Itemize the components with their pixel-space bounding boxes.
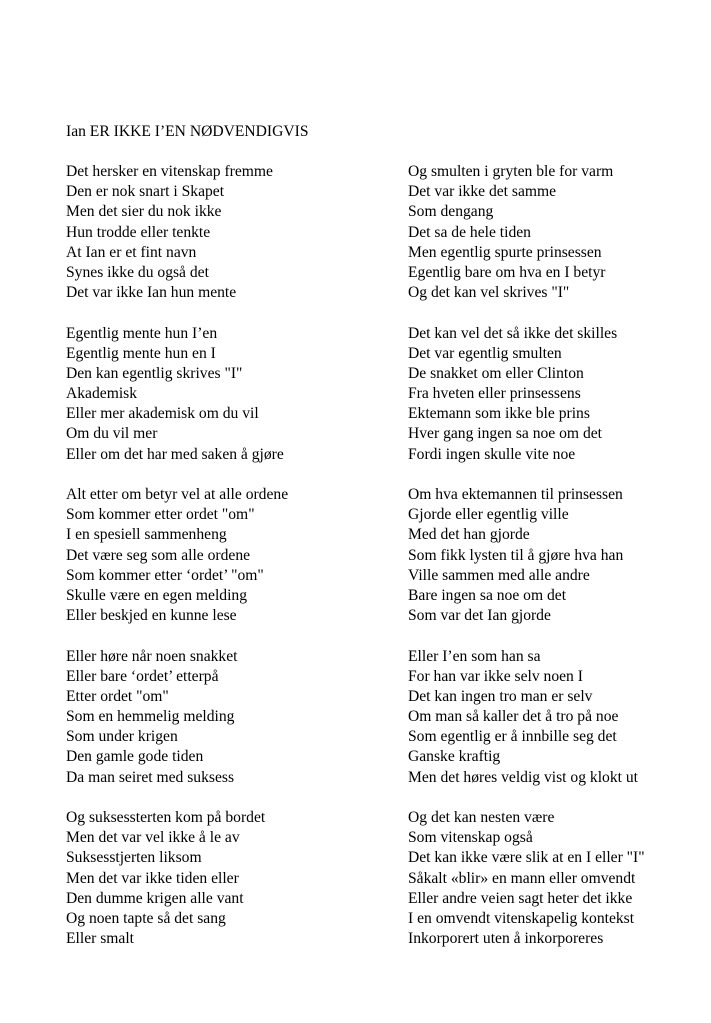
poem-stanza <box>66 324 288 465</box>
poem-line: Som var det Ian gjorde <box>408 607 551 625</box>
poem-line: Som kommer etter ‘ordet’ "om" <box>66 566 264 584</box>
poem-line: Om du vil mer <box>66 425 158 443</box>
poem-line: Det kan ingen tro man er selv <box>408 687 593 705</box>
poem-line: Egentlig mente hun en I <box>66 344 216 362</box>
poem-line: Hver gang ingen sa noe om det <box>408 425 603 443</box>
poem-line: Det kan vel det så ikke det skilles <box>408 324 618 342</box>
poem-line: Skulle være en egen melding <box>66 586 248 604</box>
poem-line: Eller høre når noen snakket <box>66 647 238 665</box>
poem-line: At Ian er et fint navn <box>66 243 197 261</box>
poem-stanza <box>408 808 645 949</box>
poem-stanza <box>408 485 645 626</box>
poem-line: Og suksessterten kom på bordet <box>66 809 266 826</box>
poem-stanza <box>66 647 288 788</box>
poem-line: Det var egentlig smulten <box>408 344 562 362</box>
poem-line: I en spesiell sammenheng <box>66 526 227 544</box>
poem-line: Egentlig bare om hva en I betyr <box>408 263 606 281</box>
poem-line: Akademisk <box>66 385 138 403</box>
poem-line: Som fikk lysten til å gjøre hva han <box>408 546 624 564</box>
poem-line: Eller andre veien sagt heter det ikke <box>408 889 633 907</box>
poem-line: Det var ikke det samme <box>408 183 557 201</box>
poem-line: Bare ingen sa noe om det <box>408 586 567 604</box>
poem-line: Men det var vel ikke å le av <box>66 829 240 847</box>
poem-line: Som under krigen <box>66 728 178 746</box>
poem-line: Ganske kraftig <box>408 748 501 766</box>
poem-line: Eller I’en som han sa <box>408 647 541 665</box>
poem-line: Fra hveten eller prinsessens <box>408 385 581 403</box>
poem-line: Og smulten i gryten ble for varm <box>408 163 614 180</box>
poem-line: De snakket om eller Clinton <box>408 364 584 382</box>
poem-line: Som en hemmelig melding <box>66 708 235 726</box>
poem-line: Hun trodde eller tenkte <box>66 223 211 241</box>
poem-line: Den er nok snart i Skapet <box>66 183 225 201</box>
poem-line: Fordi ingen skulle vite noe <box>408 445 576 463</box>
poem-line: Egentlig mente hun I’en <box>66 324 218 342</box>
poem-line: Gjorde eller egentlig ville <box>408 506 569 524</box>
poem-line: Men egentlig spurte prinsessen <box>408 243 602 261</box>
poem-line: Eller beskjed en kunne lese <box>66 607 237 625</box>
poem-line: Etter ordet "om" <box>66 687 169 705</box>
poem-line: Men det var ikke tiden eller <box>66 869 239 887</box>
poem-line: For han var ikke selv noen I <box>408 667 583 685</box>
poem-line: Eller om det har med saken å gjøre <box>66 445 284 463</box>
poem-line: Det hersker en vitenskap fremme <box>66 163 273 180</box>
poem-stanza <box>66 162 288 303</box>
poem-line: Eller mer akademisk om du vil <box>66 405 259 423</box>
poem-line: Ektemann som ikke ble prins <box>408 405 590 423</box>
poem-line: Da man seiret med suksess <box>66 768 235 786</box>
poem-line: Det være seg som alle ordene <box>66 546 251 564</box>
poem-line: Det kan ikke være slik at en I eller "I" <box>408 849 645 867</box>
poem-line: Det sa de hele tiden <box>408 223 531 241</box>
poem-stanza <box>66 808 288 949</box>
poem-title: Ian ER IKKE I’EN NØDVENDIGVIS <box>66 123 309 140</box>
poem-line: Med det han gjorde <box>408 526 530 544</box>
poem-line: Som dengang <box>408 203 494 221</box>
poem-line: Ville sammen med alle andre <box>408 566 590 584</box>
poem-line: Den gamle gode tiden <box>66 748 204 766</box>
poem-line: Som vitenskap også <box>408 829 533 847</box>
poem-line: Synes ikke du også det <box>66 263 209 281</box>
poem-line: Som kommer etter ordet "om" <box>66 506 255 524</box>
poem-line: Og noen tapte så det sang <box>66 909 226 927</box>
poem-line: Suksesstjerten liksom <box>66 849 202 867</box>
poem-line: I en omvendt vitenskapelig kontekst <box>408 909 635 927</box>
poem-line: Inkorporert uten å inkorporeres <box>408 930 604 948</box>
poem-line: Og det kan vel skrives "I" <box>408 284 570 302</box>
poem-stanza <box>66 485 288 626</box>
poem-stanza <box>408 162 645 303</box>
poem-line: Det var ikke Ian hun mente <box>66 284 237 302</box>
poem-line: Men det høres veldig vist og klokt ut <box>408 768 638 786</box>
poem-line: Om man så kaller det å tro på noe <box>408 708 619 726</box>
poem-line: Om hva ektemannen til prinsessen <box>408 486 623 503</box>
poem-line: Såkalt «blir» en mann eller omvendt <box>408 869 636 887</box>
poem-line: Den kan egentlig skrives "I" <box>66 364 243 382</box>
poem-column-right <box>408 162 645 949</box>
poem-line: Alt etter om betyr vel at alle ordene <box>66 486 289 503</box>
poem-line: Eller bare ‘ordet’ etterpå <box>66 667 219 685</box>
poem-column-left <box>66 162 288 949</box>
poem-line: Og det kan nesten være <box>408 809 555 826</box>
poem-line: Eller smalt <box>66 930 134 948</box>
poem-line: Men det sier du nok ikke <box>66 203 222 221</box>
poem-stanza <box>408 324 645 465</box>
poem-stanza <box>408 647 645 788</box>
poem-line: Som egentlig er å innbille seg det <box>408 728 617 746</box>
poem-line: Den dumme krigen alle vant <box>66 889 244 907</box>
